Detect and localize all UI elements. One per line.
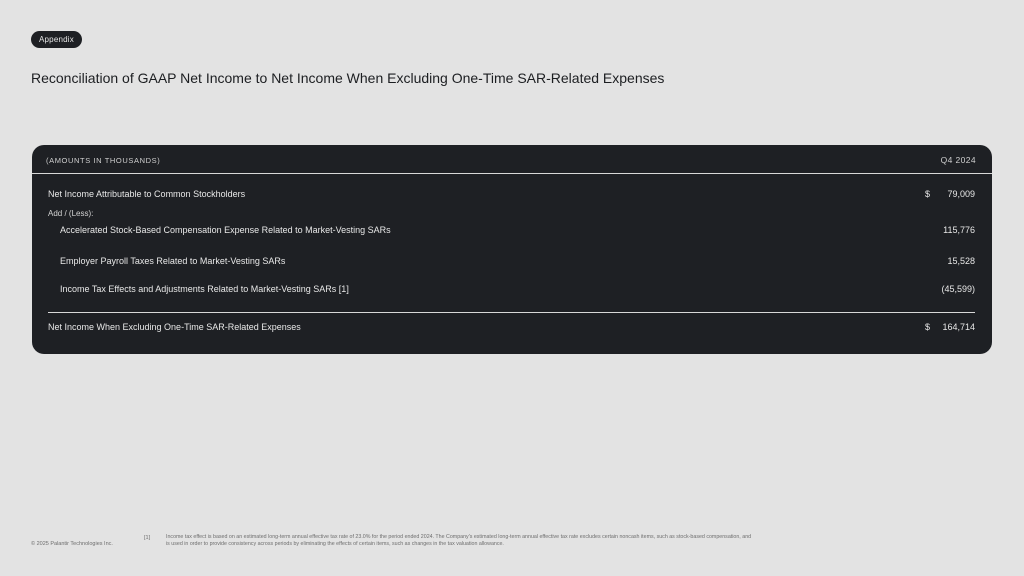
net-income-value: 79,009 bbox=[947, 189, 975, 199]
total-currency: $ bbox=[924, 322, 930, 332]
net-income-label: Net Income Attributable to Common Stockholders bbox=[48, 189, 246, 199]
adjustment-value: 15,528 bbox=[947, 256, 975, 266]
table-header bbox=[32, 145, 992, 174]
total-value: 164,714 bbox=[942, 322, 975, 332]
adjustment-label: Employer Payroll Taxes Related to Market-Vesting SARs bbox=[60, 256, 286, 266]
page-title: Reconciliation of GAAP Net Income to Net Income When Excluding One-Time SAR-Related Expenses bbox=[31, 70, 665, 86]
net-income-currency: $ bbox=[924, 189, 930, 199]
appendix-badge: Appendix bbox=[31, 31, 82, 48]
adjustment-value: 115,776 bbox=[943, 225, 975, 235]
reconciliation-table bbox=[32, 145, 992, 354]
table-row-adjustment bbox=[32, 284, 992, 298]
adjustment-value: (45,599) bbox=[941, 284, 975, 294]
table-row-net-income bbox=[32, 189, 992, 203]
footnote-marker: [1] bbox=[144, 535, 151, 541]
footnote-text: Income tax effect is based on an estimated long-term annual effective tax rate of 23.0% for the period ended 2024. The Company's estimated long-term annual effective tax rate excludes certain noncash items, such as stock-based compensation, and is used in order to provide consistency across periods by eliminating the effects of certain items, such as changes in the tax valuation allowance. bbox=[166, 534, 752, 547]
table-row-adjustment bbox=[32, 256, 992, 270]
adjustment-label: Accelerated Stock-Based Compensation Expense Related to Market-Vesting SARs bbox=[60, 225, 391, 235]
table-row-adjustment bbox=[32, 225, 992, 239]
period-header: Q4 2024 bbox=[940, 155, 976, 165]
copyright-text: © 2025 Palantir Technologies Inc. bbox=[31, 541, 113, 547]
adjustment-label: Income Tax Effects and Adjustments Related to Market-Vesting SARs [1] bbox=[60, 284, 349, 294]
amounts-header: (AMOUNTS IN THOUSANDS) bbox=[46, 156, 161, 165]
add-less-label: Add / (Less): bbox=[48, 209, 94, 218]
table-row-total bbox=[32, 322, 992, 336]
total-label: Net Income When Excluding One-Time SAR-Related Expenses bbox=[48, 322, 301, 332]
total-divider bbox=[48, 312, 975, 313]
